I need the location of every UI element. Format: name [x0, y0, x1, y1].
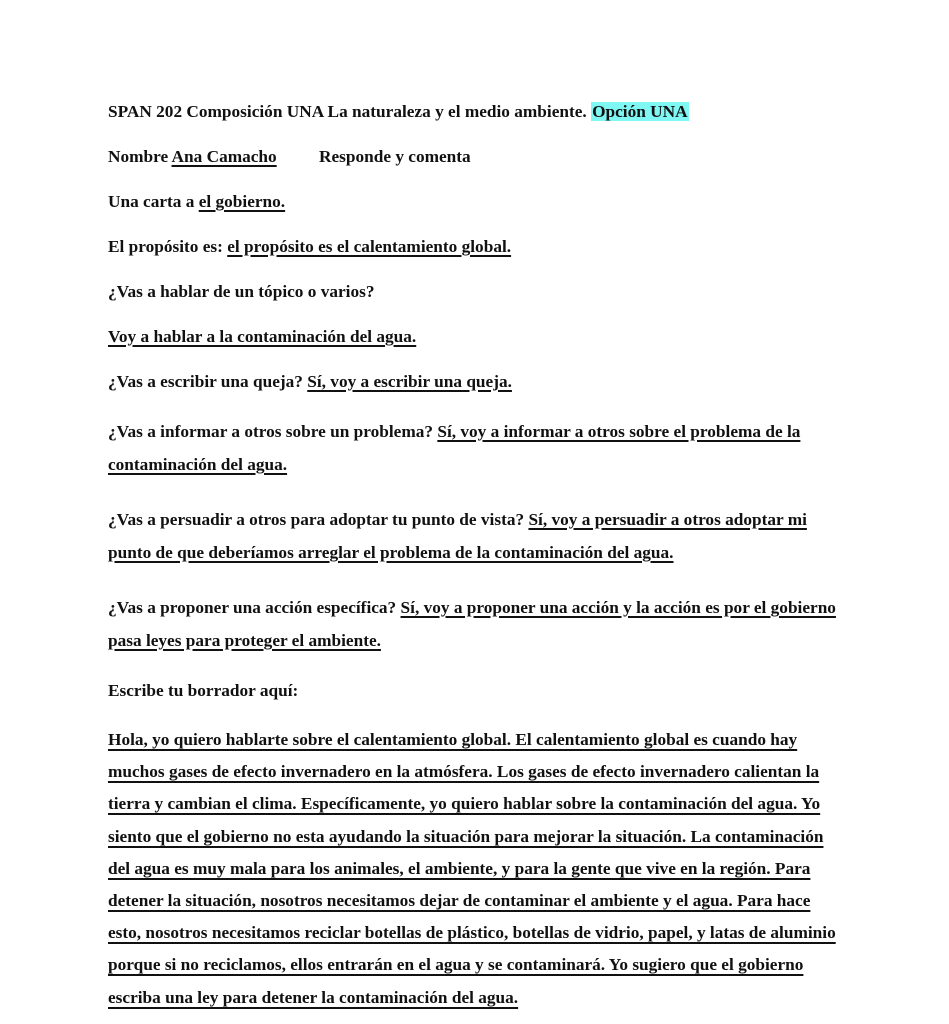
action-answer: Sí, voy a proponer una acción y la acción es por el gobierno pasa leyes para proteger el ambiente.: [108, 598, 836, 650]
persuade-question: ¿Vas a persuadir a otros para adoptar tu punto de vista?: [108, 510, 525, 529]
draft-label-line: [108, 679, 843, 702]
draft-text: Hola, yo quiero hablarte sobre el calentamiento global. El calentamiento global es cuando hay muchos gases de efecto invernadero en la atmósfera. Los gases de efecto invernadero calientan la tierra y cambian el clima. Específicamente, yo quiero hablar sobre la contaminación del agua. Yo siento que el gobierno no esta ayudando la situación para mejorar la situación. La contaminación del agua es muy mala para los animales, el ambiente, y para la gente que vive en la región. Para detener la situación, nosotros necesitamos dejar de contaminar el ambiente y el agua. Para hace esto, nosotros necesitamos reciclar botellas de plástico, botellas de vidrio, papel, y latas de aluminio porque si no reciclamos, ellos entrarán en el agua y se contaminará. Yo sugiero que el gobierno escriba una ley para detener la contaminación del agua.: [108, 730, 836, 1007]
inform-question: ¿Vas a informar a otros sobre un problema?: [108, 422, 434, 441]
name-label: Nombre: [108, 147, 169, 166]
document-body: [108, 100, 843, 1014]
topics-question: [108, 280, 843, 303]
topics-answer: Voy a hablar a la contaminación del agua.: [108, 327, 417, 346]
purpose-answer: el propósito es el calentamiento global.: [227, 237, 512, 256]
inform-line: [108, 415, 843, 481]
letter-answer: el gobierno.: [198, 192, 286, 211]
letter-line: [108, 190, 843, 213]
action-line: [108, 591, 843, 657]
complaint-question: ¿Vas a escribir una queja?: [108, 372, 303, 391]
draft-label: Escribe tu borrador aquí:: [108, 681, 299, 700]
purpose-label: El propósito es:: [108, 237, 223, 256]
purpose-line: [108, 235, 843, 258]
student-name: Ana Camacho: [171, 147, 277, 166]
persuade-line: [108, 503, 843, 569]
complaint-answer: Sí, voy a escribir una queja.: [307, 372, 512, 391]
topics-question-text: ¿Vas a hablar de un tópico o varios?: [108, 282, 375, 301]
inform-answer: Sí, voy a informar a otros sobre el problema de la contaminación del agua.: [108, 422, 801, 474]
letter-label: Una carta a: [108, 192, 195, 211]
document-title: [108, 100, 843, 123]
topics-answer-line: [108, 325, 843, 348]
persuade-answer: Sí, voy a persuadir a otros adoptar mi punto de que deberíamos arreglar el problema de la contaminación del agua.: [108, 510, 807, 562]
action-question: ¿Vas a proponer una acción específica?: [108, 598, 397, 617]
instruction-text: Responde y comenta: [319, 147, 471, 166]
complaint-line: [108, 370, 843, 393]
title-text: SPAN 202 Composición UNA La naturaleza y el medio ambiente.: [108, 102, 587, 121]
name-line: [108, 145, 843, 168]
highlighted-option: Opción UNA: [592, 102, 688, 121]
draft-paragraph: [108, 724, 843, 1014]
